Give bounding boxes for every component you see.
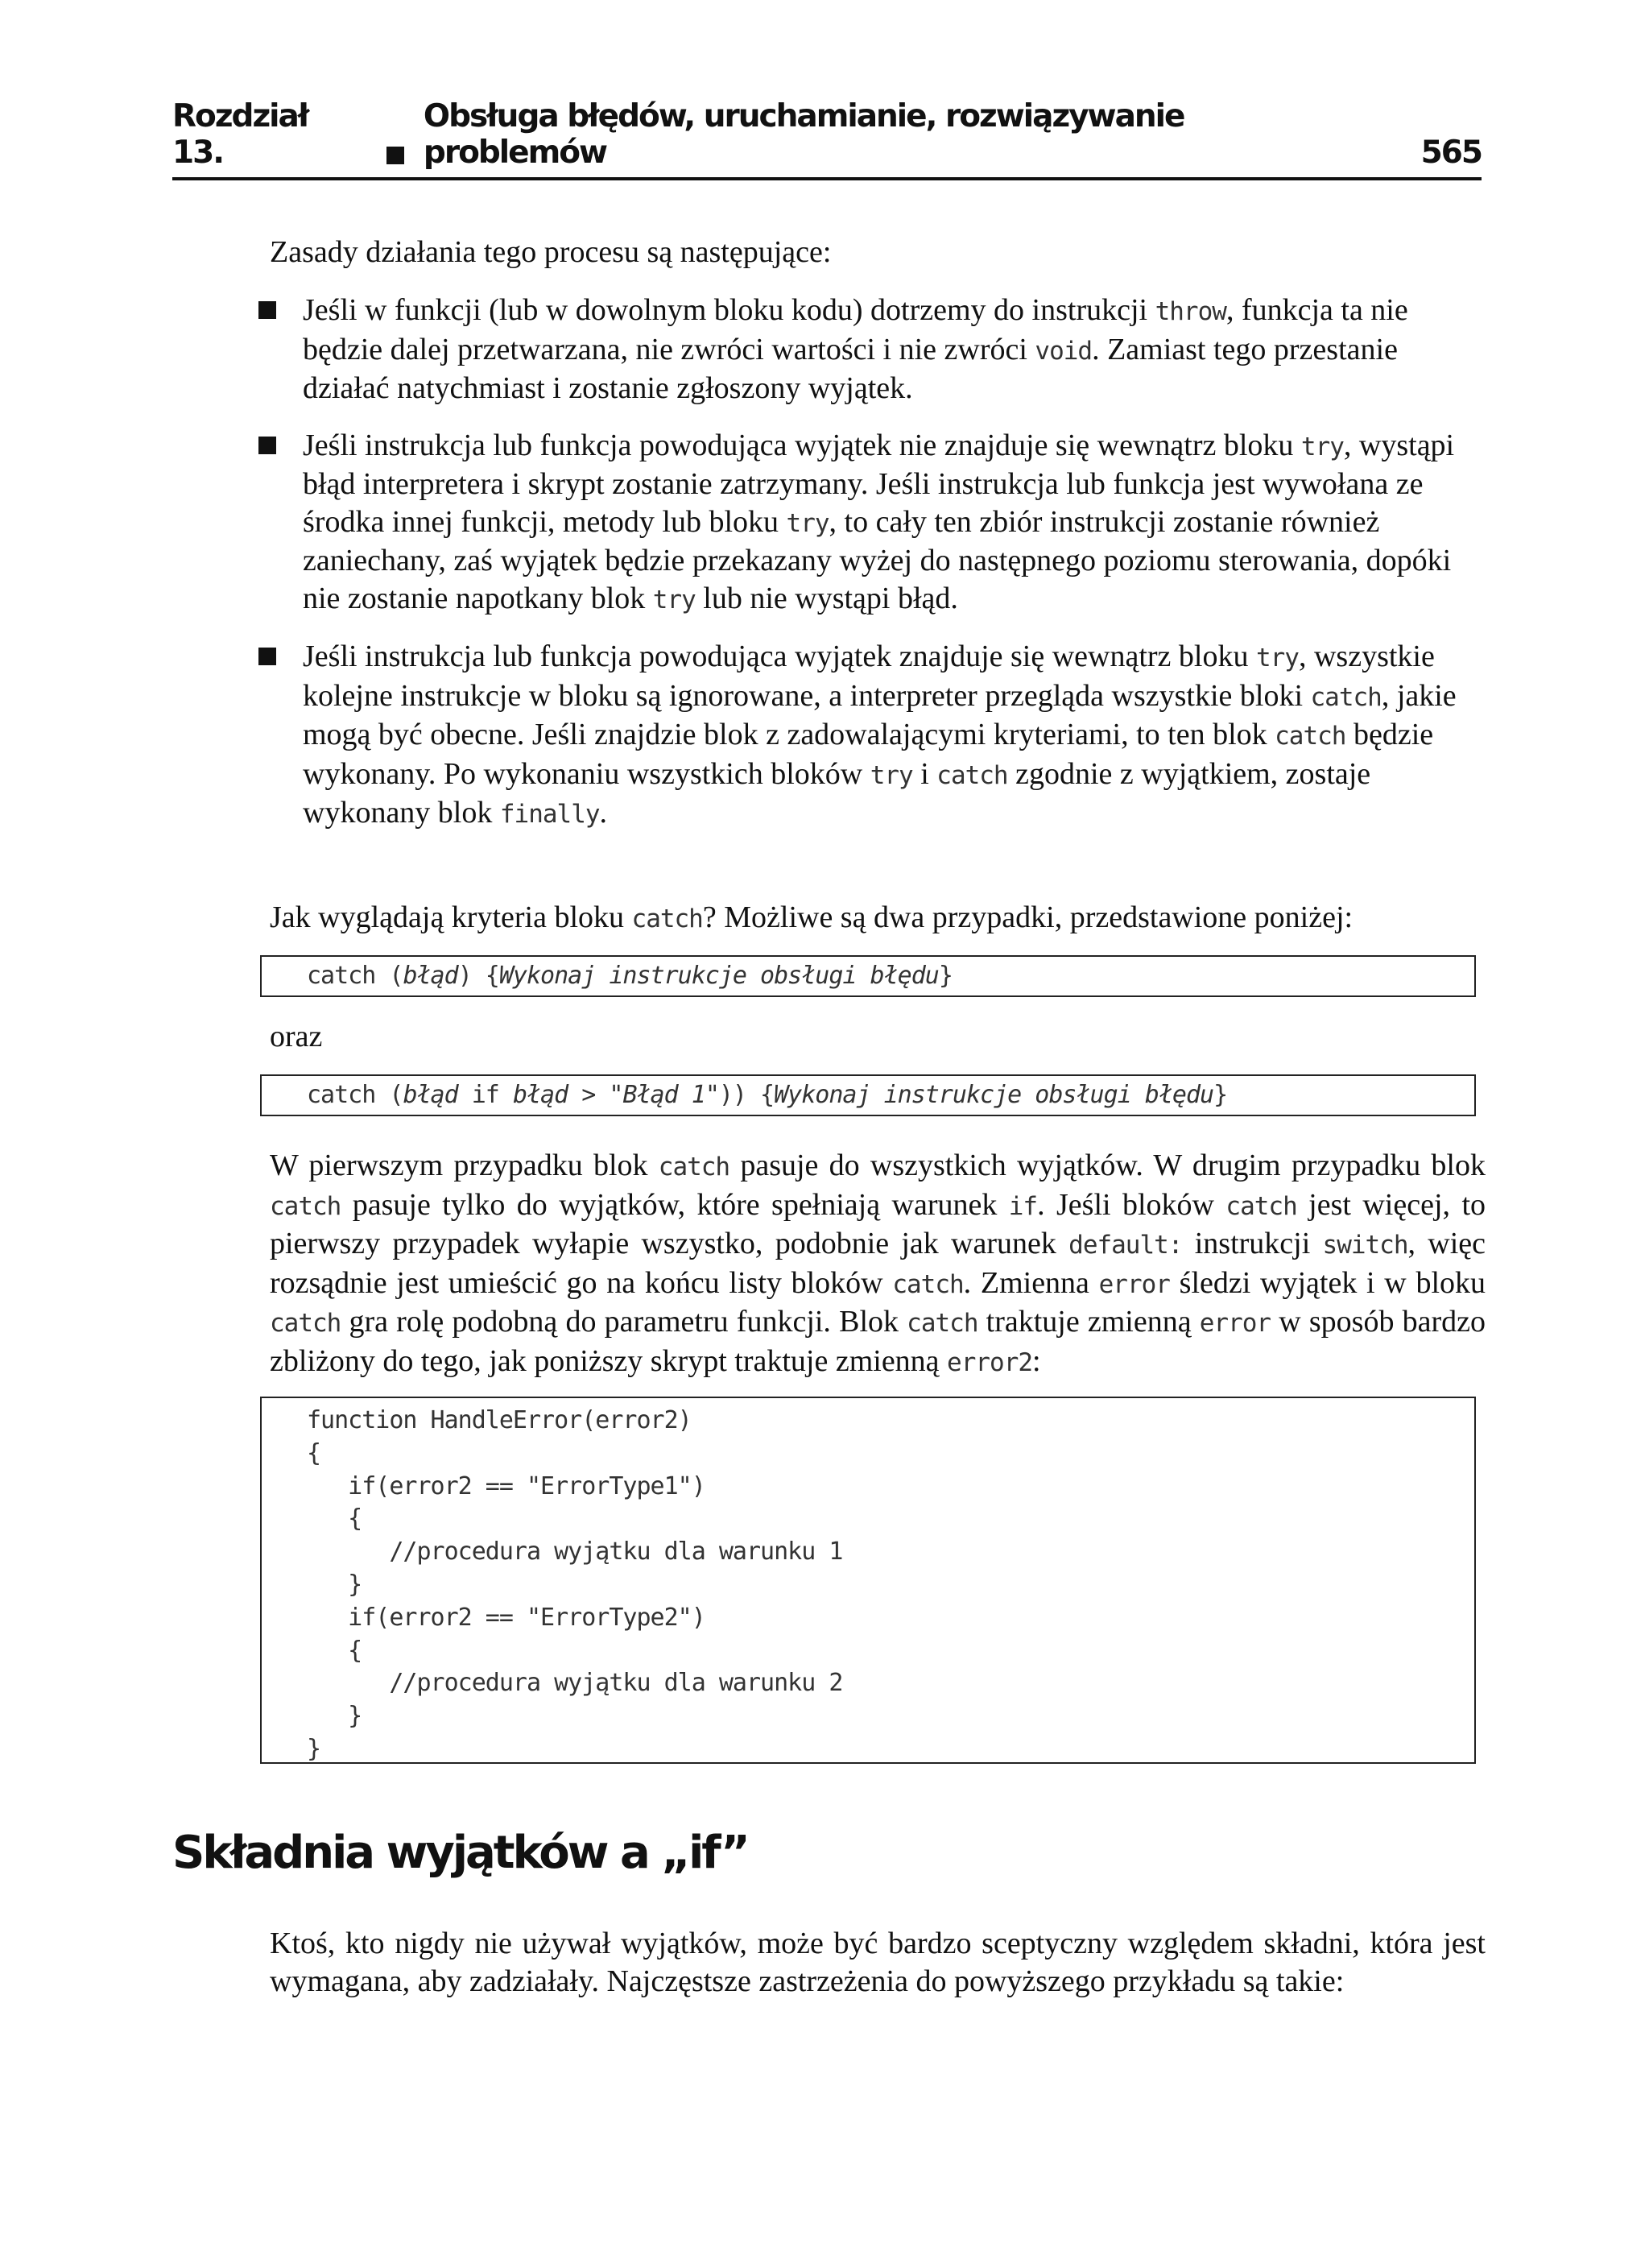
code-line: { [307,1438,321,1467]
list-item: Jeśli instrukcja lub funkcja powodująca wyjątek znajduje się wewnątrz bloku try, wszystkie kolejne instrukcje w bloku są ignorowane, a interpreter przegląda wszystkie bloki catch, jakie mogą być obecne. Jeśli znajdzie blok z zadowalającymi kryteriami, to ten blok catch będzie wykonany. Po wykonaniu wszystkich bloków try i catch zgodnie z wyjątkiem, zostaje wykonany blok finally. [303,638,1478,834]
square-bullet-icon [386,147,404,164]
code-block-catch-simple: catch (błąd) {Wykonaj instrukcje obsługi błędu} [260,955,1476,997]
conjunction-text: oraz [270,1020,323,1053]
code-line: function HandleError(error2) [307,1406,692,1434]
code-line: if(error2 == "ErrorType2") [307,1603,705,1632]
section-heading: Składnia wyjątków a „if” [172,1827,748,1879]
running-header [172,98,1482,180]
code-line: { [307,1504,362,1533]
code-line: } [307,1702,362,1731]
code-block-handle-error [260,1397,1476,1764]
code-line: } [307,1570,362,1599]
list-item: Jeśli w funkcji (lub w dowolnym bloku kodu) dotrzemy do instrukcji throw, funkcja ta nie będzie dalej przetwarzana, nie zwróci wartości i nie zwróci void. Zamiast tego przestanie działać natychmiast i zostanie zgłoszony wyjątek. [303,292,1478,408]
bullet-list [303,292,1478,853]
intro-paragraph: Zasady działania tego procesu są następujące: [270,235,832,269]
code-line: { [307,1636,362,1665]
code-line: if(error2 == "ErrorType1") [307,1471,705,1500]
explanation-paragraph: W pierwszym przypadku blok catch pasuje do wszystkich wyjątków. W drugim przypadku blok catch pasuje tylko do wyjątków, które spełniają warunek if. Jeśli bloków catch jest więcej, to pierwszy przypadek wyłapie wszystko, podobnie jak warunek default: instrukcji switch, więc rozsądnie jest umieścić go na końcu listy bloków catch. Zmienna error śledzi wyjątek i w bloku catch gra rolę podobną do parametru funkcji. Blok catch traktuje zmienną error w sposób bardzo zbliżony do tego, jak poniższy skrypt traktuje zmienną error2: [270,1148,1486,1378]
code-line: //procedura wyjątku dla warunku 1 [307,1538,843,1566]
code-line: } [307,1734,321,1763]
chapter-label: Rozdział 13. [172,98,308,171]
page-number: 565 [1420,135,1482,171]
list-item: Jeśli instrukcja lub funkcja powodująca wyjątek nie znajduje się wewnątrz bloku try, wystąpi błąd interpretera i skrypt zostanie zatrzymany. Jeśli instrukcja lub funkcja jest wywołana ze środka innej funkcji, metody lub bloku try, to cały ten zbiór instrukcji zostanie również zaniechany, zaś wyjątek będzie przekazany wyżej do następnego poziomu sterowania, dopóki nie zostanie napotkany blok try lub nie wystąpi błąd. [303,427,1478,619]
chapter-title: Obsługa błędów, uruchamianie, rozwiązywanie problemów [423,98,1184,171]
square-bullet-icon [258,301,276,319]
code-line: //procedura wyjątku dla warunku 2 [307,1669,843,1698]
code-block-catch-conditional: catch (błąd if błąd > "Błąd 1")) {Wykonaj instrukcje obsługi błędu} [260,1074,1476,1116]
question-paragraph: Jak wyglądają kryteria bloku catch? Możliwe są dwa przypadki, przedstawione poniżej: [270,900,1354,934]
square-bullet-icon [258,437,276,454]
square-bullet-icon [258,648,276,665]
final-paragraph: Ktoś, kto nigdy nie używał wyjątków, może być bardzo sceptyczny względem składni, która jest wymagana, aby zadziałały. Najczęstsze zastrzeżenia do powyższego przykładu są takie: [270,1927,1486,1998]
